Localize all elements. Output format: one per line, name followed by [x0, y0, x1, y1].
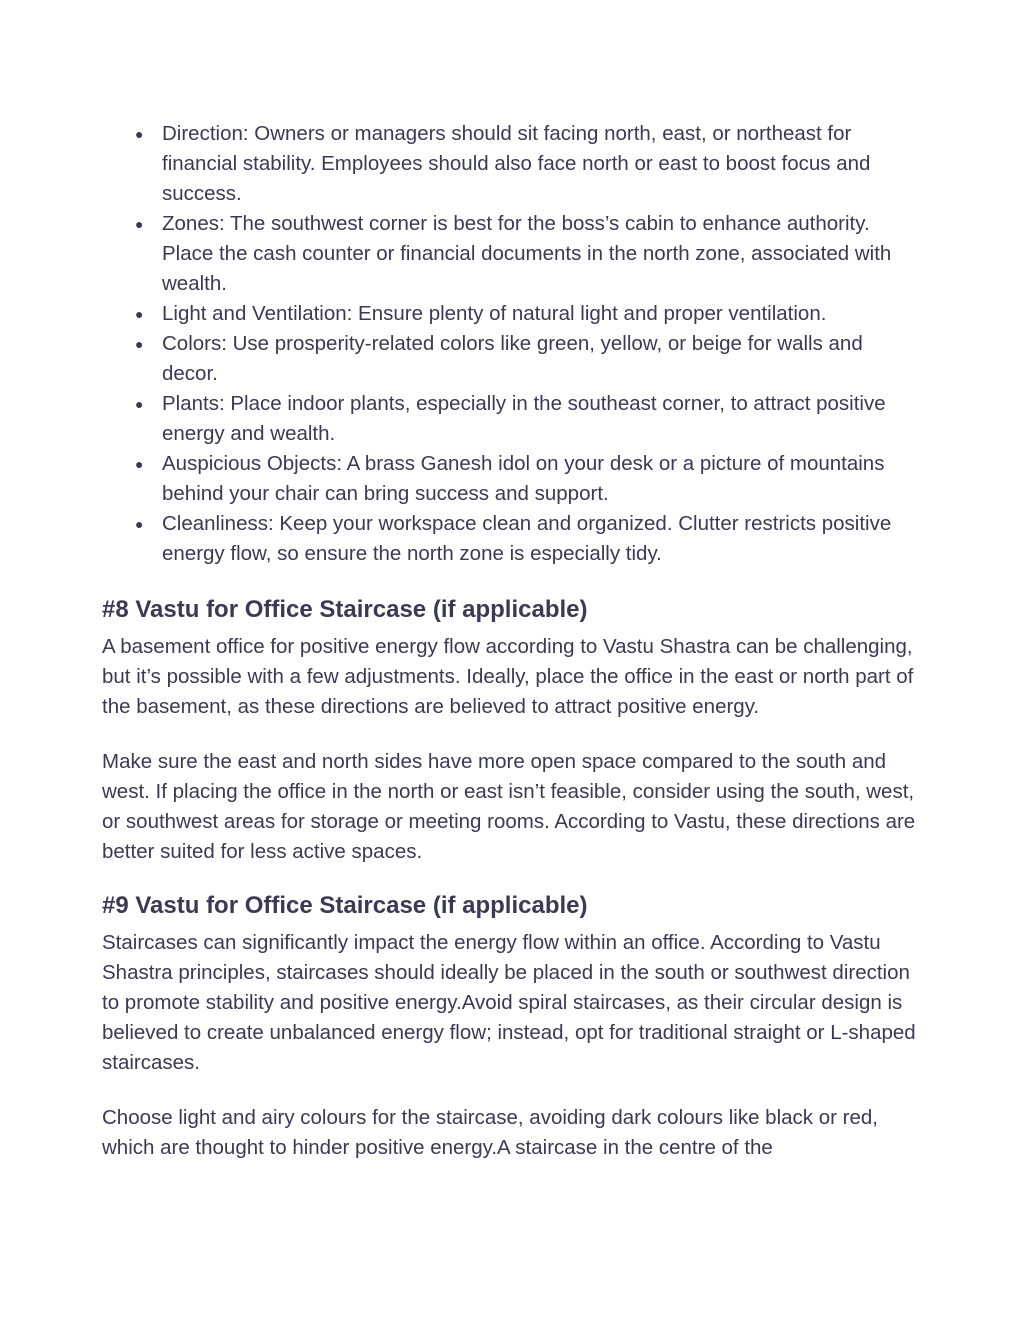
section-8-paragraph-2: Make sure the east and north sides have more open space compared to the south and west. If placing the office in the north or east isn’t feasible, consider using the south, west, or southwest areas for storage or meeting rooms. According to Vastu, these directions are better suited for less active spaces.: [102, 750, 916, 863]
list-item: [102, 119, 922, 209]
list-item: [102, 299, 922, 329]
section-9-heading: #9 Vastu for Office Staircase (if applicable): [102, 892, 588, 919]
bullet-icon: ●: [135, 516, 144, 532]
list-item: [102, 509, 922, 569]
bullet-text: Colors: Use prosperity-related colors like green, yellow, or beige for walls and decor.: [162, 332, 863, 385]
bullet-text: Plants: Place indoor plants, especially in the southeast corner, to attract positive energy and wealth.: [162, 392, 886, 445]
bullet-text: Direction: Owners or managers should sit facing north, east, or northeast for financial stability. Employees should also face north or east to boost focus and success.: [162, 122, 871, 205]
bullet-text: Zones: The southwest corner is best for the boss’s cabin to enhance authority. Place the cash counter or financial documents in the north zone, associated with wealth.: [162, 212, 892, 295]
bullet-icon: ●: [135, 456, 144, 472]
list-item: [102, 209, 922, 299]
section-9-paragraph-1: Staircases can significantly impact the energy flow within an office. According to Vastu Shastra principles, staircases should ideally be placed in the south or southwest direction to promote stability and positive energy.Avoid spiral staircases, as their circular design is believed to create unbalanced energy flow; instead, opt for traditional straight or L-shaped staircases.: [102, 931, 916, 1074]
bullet-text: Light and Ventilation: Ensure plenty of natural light and proper ventilation.: [162, 302, 827, 325]
bullet-text: Auspicious Objects: A brass Ganesh idol on your desk or a picture of mountains behind your chair can bring success and support.: [162, 452, 885, 505]
bullet-icon: ●: [135, 216, 144, 232]
bullet-icon: ●: [135, 126, 144, 142]
bullet-icon: ●: [135, 306, 144, 322]
section-9-paragraph-2: Choose light and airy colours for the staircase, avoiding dark colours like black or red, which are thought to hinder positive energy.A staircase in the centre of the: [102, 1106, 878, 1159]
bullet-list: [102, 119, 924, 569]
bullet-icon: ●: [135, 336, 144, 352]
bullet-icon: ●: [135, 396, 144, 412]
section-8-paragraph-1: A basement office for positive energy flow according to Vastu Shastra can be challenging, but it’s possible with a few adjustments. Ideally, place the office in the east or north part of the basement, as these directions are believed to attract positive energy.: [102, 635, 914, 718]
list-item: [102, 449, 922, 509]
section-8-heading: #8 Vastu for Office Staircase (if applicable): [102, 596, 588, 623]
list-item: [102, 329, 922, 389]
list-item: [102, 389, 922, 449]
bullet-text: Cleanliness: Keep your workspace clean and organized. Clutter restricts positive energy flow, so ensure the north zone is especially tidy.: [162, 512, 892, 565]
